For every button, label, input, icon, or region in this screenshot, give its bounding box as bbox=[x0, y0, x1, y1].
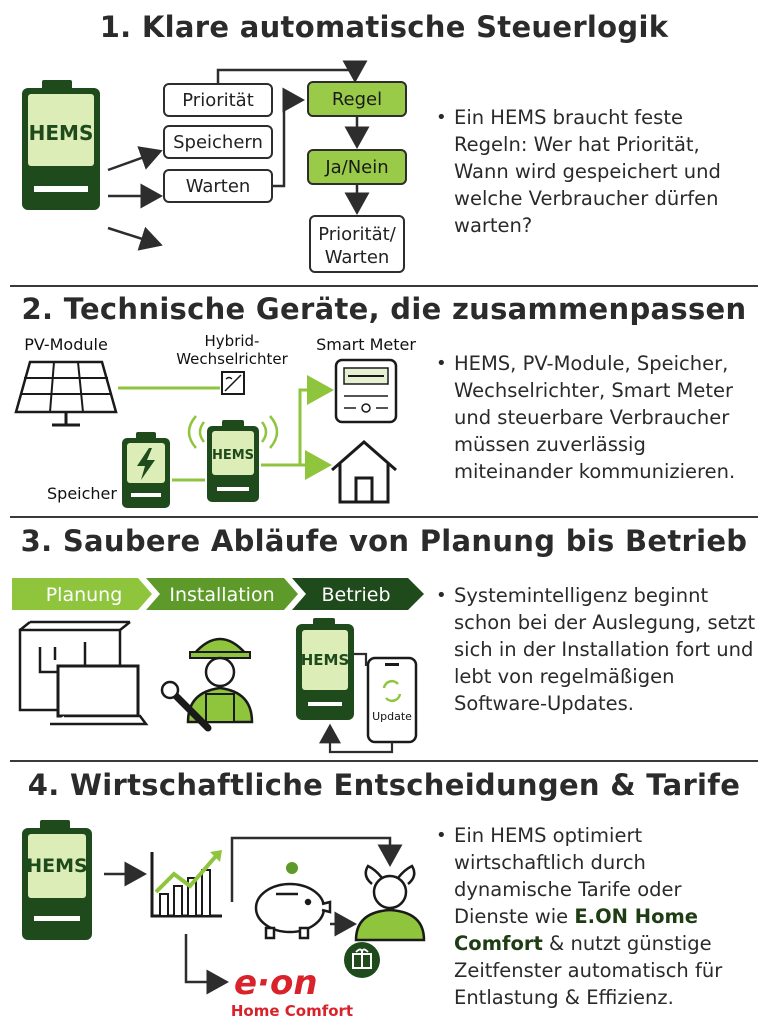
section2-bullet: • HEMS, PV-Module, Speicher, Wechselrichter, Smart Meter und steuerbare Verbraucher müssen zuverlässig miteinander kommunizieren. bbox=[436, 352, 736, 483]
section1-title: 1. Klare automatische Steuerlogik bbox=[99, 10, 669, 44]
section4-title: 4. Wirtschaftliche Entscheidungen & Tarife bbox=[27, 768, 741, 802]
hems-battery-icon bbox=[207, 420, 259, 502]
rising-chart-icon bbox=[152, 850, 222, 916]
hems-battery-icon bbox=[22, 820, 92, 940]
divider-1 bbox=[10, 285, 758, 287]
box-warten bbox=[164, 170, 272, 202]
meter-label: Smart Meter bbox=[316, 335, 416, 354]
box-janein bbox=[308, 150, 406, 184]
svg-text:Installation: Installation bbox=[169, 584, 275, 606]
svg-text:Home Comfort: Home Comfort bbox=[230, 1002, 354, 1020]
box-prioritaet bbox=[164, 84, 272, 116]
svg-text:Betrieb: Betrieb bbox=[321, 584, 391, 606]
eon-home-comfort-logo bbox=[231, 942, 380, 1020]
svg-text:HEMS: HEMS bbox=[211, 448, 255, 463]
smart-meter-icon bbox=[336, 360, 396, 422]
svg-text:Planung: Planung bbox=[45, 584, 123, 606]
svg-text:Speichern: Speichern bbox=[173, 132, 263, 153]
battery-label: HEMS bbox=[28, 121, 94, 145]
svg-text:Warten: Warten bbox=[324, 247, 390, 268]
box-result bbox=[310, 216, 404, 272]
section3-bullet: • Systemintelligenz beginnt schon bei der Auslegung, setzt sich in der Installation fort und lebt von regelmäßigen Software-Updates. bbox=[436, 584, 756, 715]
svg-text:Priorität/: Priorität/ bbox=[318, 224, 396, 245]
svg-text:HEMS: HEMS bbox=[26, 855, 88, 877]
process-diagram bbox=[0, 572, 430, 762]
svg-text:Priorität: Priorität bbox=[182, 90, 254, 111]
step-betrieb bbox=[292, 578, 424, 610]
step-installation bbox=[146, 578, 298, 610]
storage-label: Speicher bbox=[47, 484, 117, 503]
step-planung bbox=[12, 578, 152, 610]
svg-text:Update: Update bbox=[372, 710, 412, 723]
inverter-label-1: Hybrid- bbox=[204, 332, 260, 350]
inverter-label-2: Wechselrichter bbox=[176, 350, 288, 368]
svg-text:Warten: Warten bbox=[185, 176, 251, 197]
svg-text:e·on: e·on bbox=[234, 963, 318, 1003]
hems-battery-icon bbox=[22, 80, 100, 210]
divider-3 bbox=[10, 760, 758, 762]
devices-diagram bbox=[0, 330, 420, 520]
svg-text:HEMS: HEMS bbox=[300, 651, 350, 669]
pv-panel-icon bbox=[16, 362, 116, 425]
svg-text:Ja/Nein: Ja/Nein bbox=[325, 157, 389, 178]
box-regel bbox=[308, 82, 406, 116]
box-speichern bbox=[164, 126, 272, 158]
inverter-icon bbox=[222, 372, 244, 394]
pv-label: PV-Module bbox=[24, 335, 108, 354]
section4-bullet: • Ein HEMS optimiert wirtschaftlich durch dynamische Tarife oder Dienste wie E.ON Home Comfort & nutzt günstige Zeitfenster automatisch für Entlastung & Effizienz. bbox=[436, 824, 723, 1009]
control-logic-diagram bbox=[0, 60, 420, 290]
section3-title: 3. Saubere Abläufe von Planung bis Betrieb bbox=[20, 524, 748, 558]
piggy-bank-icon bbox=[256, 862, 330, 938]
economics-diagram bbox=[0, 812, 430, 1022]
relaxed-person-icon bbox=[356, 866, 424, 940]
section1-bullet: • Ein HEMS braucht feste Regeln: Wer hat Priorität, Wann wird gespeichert und welche Verbraucher dürfen warten? bbox=[436, 106, 721, 237]
hems-battery-icon bbox=[296, 618, 354, 720]
installer-worker-icon bbox=[162, 639, 252, 728]
phone-update-icon bbox=[368, 658, 416, 742]
storage-battery-icon bbox=[122, 432, 170, 508]
house-icon bbox=[332, 442, 396, 502]
section2-title: 2. Technische Geräte, die zusammenpassen bbox=[21, 292, 747, 326]
blueprint-laptop-icon bbox=[20, 622, 146, 724]
divider-2 bbox=[10, 516, 758, 518]
svg-text:Regel: Regel bbox=[331, 89, 383, 110]
